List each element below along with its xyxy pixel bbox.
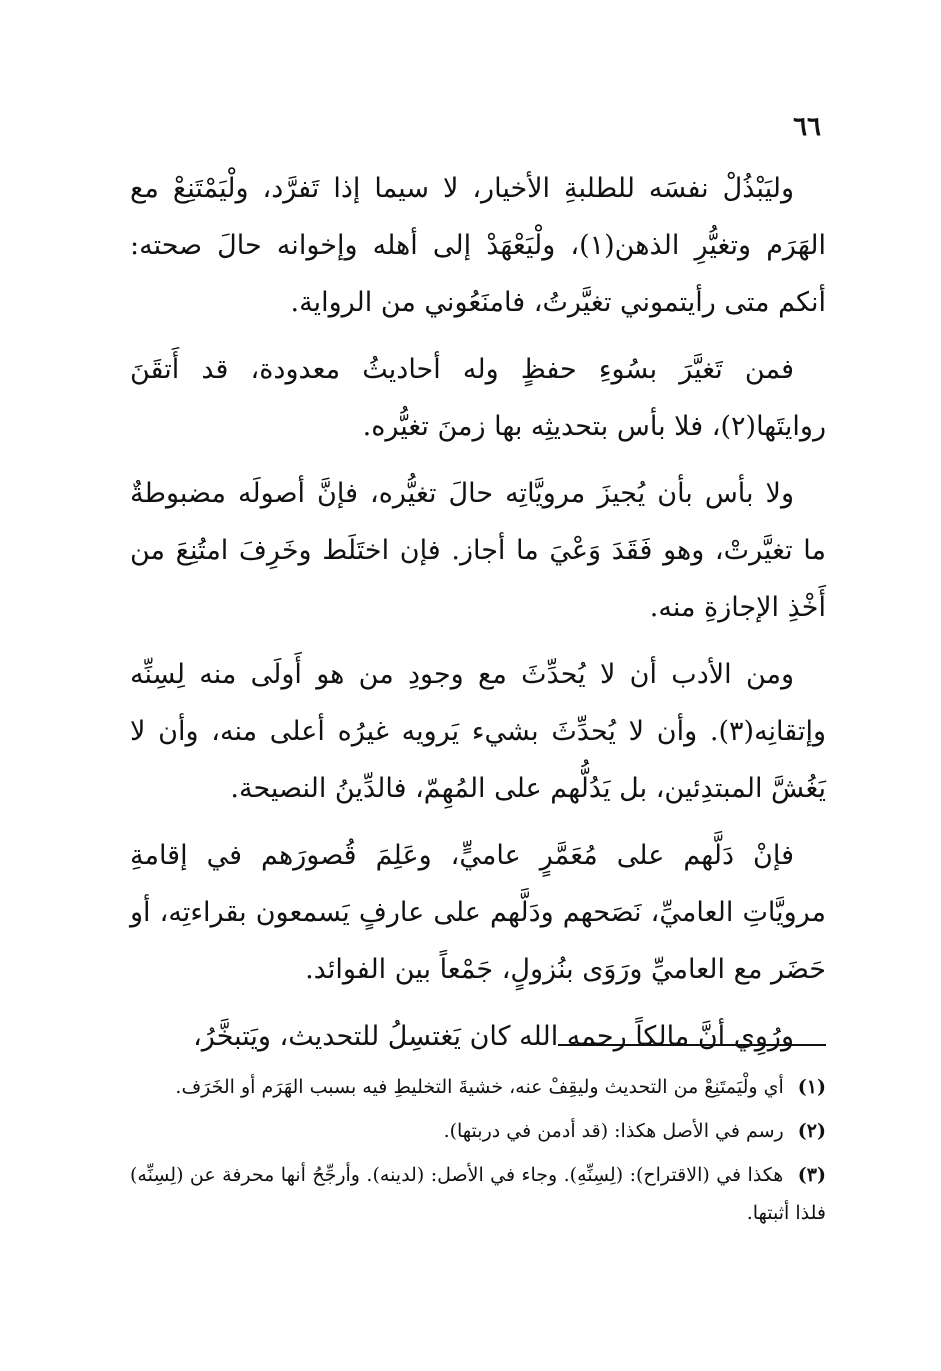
footnote-2 <box>130 1112 826 1150</box>
footnote-number: (٢) <box>797 1120 826 1142</box>
paragraph-1: وليَبْذُلْ نفسَه للطلبةِ الأخيار، لا سيما إذا تَفرَّد، ولْيَمْتَنِعْ مع الهَرَم وتغيُّرِ الذهن(١)، ولْيَعْهَدْ إلى أهله وإخوانه حالَ صحته: أنكم متى رأيتموني تغيَّرتُ، فامنَعُوني من الرواية. <box>130 173 826 318</box>
footnote-text: رسم في الأصل هكذا: (قد أدمن في دربتها). <box>443 1120 784 1142</box>
footnote-3 <box>130 1156 826 1232</box>
paragraph-4: ومن الأدب أن لا يُحدِّثَ مع وجودِ من هو أَولَى منه لِسِنِّه وإتقانِه(٣). وأن لا يُحدِّثَ بشيء يَرويه غيرُه أعلى منه، وأن لا يَغُشَّ المبتدِئين، بل يَدُلُّهم على المُهِمّ، فالدِّينُ النصيحة. <box>130 659 826 804</box>
footnote-text: أي ولْيَمتَنِعْ من التحديث وليقِفْ عنه، خشيةَ التخليطِ فيه بسبب الهَرَم أو الخَرَف. <box>175 1076 784 1098</box>
paragraph-5: فإنْ دَلَّهم على مُعَمَّرٍ عاميٍّ، وعَلِمَ قُصورَهم في إقامةِ مرويَّاتِ العاميِّ، نَصَحهم ودَلَّهم على عارفٍ يَسمعون بقراءتِه، أو حَضَر مع العاميِّ ورَوَى بنُزولٍ، جَمْعاً بين الفوائد. <box>130 840 826 985</box>
footnote-number: (٣) <box>797 1164 826 1186</box>
footnote-1 <box>130 1068 826 1106</box>
paragraph-2: فمن تَغيَّرَ بسُوءِ حفظٍ وله أحاديثُ معدودة، قد أَتقَنَ روايتَها(٢)، فلا بأس بتحديثِه بها زمنَ تغيُّره. <box>130 354 826 442</box>
footnote-text: هكذا في (الاقتراح): (لِسِنِّهِ). وجاء في الأصل: (لدينه). وأرجِّحُ أنها محرفة عن (لِسِنِّه) فلذا أثبتها. <box>130 1164 826 1224</box>
paragraph-6: ورُوِي أنَّ مالكاً رحمه الله كان يَغتسِلُ للتحديث، ويَتبخَّرُ، <box>193 1021 794 1052</box>
footnote-number: (١) <box>797 1076 826 1098</box>
footnote-separator <box>558 1044 826 1046</box>
footnotes <box>130 1068 826 1238</box>
main-text <box>130 160 826 1075</box>
page-number: ٦٦ <box>793 112 821 142</box>
paragraph-3: ولا بأس بأن يُجيزَ مرويَّاتِه حالَ تغيُّره، فإنَّ أصولَه مضبوطةٌ ما تغيَّرتْ، وهو فَقَدَ وَعْيَ ما أجاز. فإن اختَلَط وخَرِفَ امتُنِعَ من أَخْذِ الإجازةِ منه. <box>130 478 826 623</box>
